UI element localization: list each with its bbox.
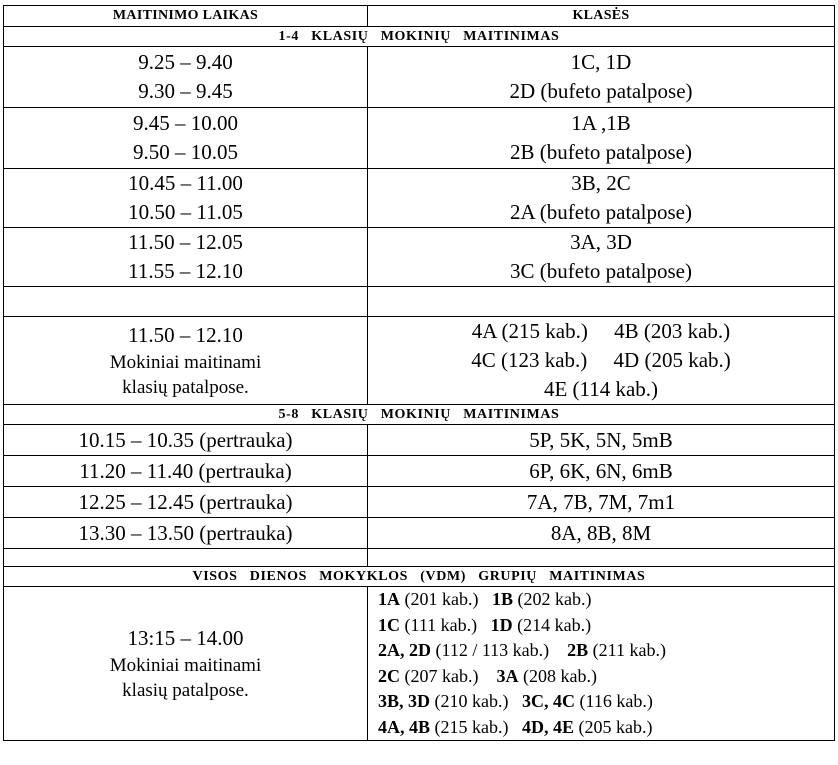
section-title-row [4, 405, 835, 425]
group-room: (208 kab.) [518, 665, 597, 686]
header-classes: KLASĖS [368, 6, 835, 27]
time-cell [4, 228, 368, 287]
vdm-group-line [378, 613, 834, 639]
vdm-group-line [378, 664, 834, 690]
group-name: 3A [496, 665, 519, 686]
empty-cell [368, 287, 835, 317]
time-cell [4, 47, 368, 108]
classes-line: 1C, 1D [570, 50, 632, 74]
table-row [4, 317, 835, 405]
table-row [4, 228, 835, 287]
classes-line: 3A, 3D [570, 230, 632, 254]
time-cell [4, 108, 368, 169]
group-room: (116 kab.) [575, 691, 653, 711]
table-row [4, 47, 835, 108]
vdm-groups-cell [368, 587, 835, 741]
time-cell: 13.30 – 13.50 (pertrauka) [4, 518, 368, 549]
group-name: 2A, 2D [378, 640, 431, 660]
vdm-group-line [378, 689, 834, 715]
empty-cell [4, 287, 368, 317]
classes-line: 1A ,1B [571, 111, 631, 135]
note-line: Mokiniai maitinami [109, 352, 262, 373]
group-name: 1A [378, 589, 400, 609]
table-row [4, 425, 835, 456]
classes-cell [368, 169, 835, 228]
classes-line: 4C (123 kab.) 4D (205 kab.) [471, 348, 731, 372]
time-cell: 11.20 – 11.40 (pertrauka) [4, 456, 368, 487]
table-header-row [4, 6, 835, 27]
classes-cell: 6P, 6K, 6N, 6mB [368, 456, 835, 487]
group-name: 1D [490, 614, 513, 635]
classes-cell [368, 317, 835, 405]
classes-line: 2B (bufeto patalpose) [510, 140, 692, 164]
time-line: 11.50 – 12.05 [128, 230, 243, 254]
classes-line: 4A (215 kab.) 4B (203 kab.) [471, 319, 731, 343]
section3-title: VISOS DIENOS MOKYKLOS (VDM) GRUPIŲ MAITINIMAS [4, 567, 835, 587]
classes-line: 2A (bufeto patalpose) [510, 200, 692, 224]
classes-line: 3C (bufeto patalpose) [510, 259, 692, 283]
classes-line: 4E (114 kab.) [543, 377, 659, 401]
time-line: 9.25 – 9.40 [138, 50, 233, 74]
section2-title: 5-8 KLASIŲ MOKINIŲ MAITINIMAS [4, 405, 835, 425]
group-room: (205 kab.) [574, 716, 653, 737]
time-line: 11.50 – 12.10 [128, 323, 243, 347]
classes-cell: 5P, 5K, 5N, 5mB [368, 425, 835, 456]
group-room: (210 kab.) [430, 691, 522, 711]
group-name: 2C [378, 665, 400, 686]
group-room: (214 kab.) [512, 614, 592, 635]
header-time: MAITINIMO LAIKAS [4, 6, 368, 27]
time-cell [4, 317, 368, 405]
classes-cell: 7A, 7B, 7M, 7m1 [368, 487, 835, 518]
vdm-group-line [378, 715, 834, 741]
group-name: 2B [567, 640, 589, 660]
table-row [4, 169, 835, 228]
classes-cell [368, 47, 835, 108]
classes-line: 3B, 2C [571, 171, 631, 195]
group-name: 1C [378, 614, 400, 635]
note-line: klasių patalpose. [122, 680, 249, 701]
group-room: (112 / 113 kab.) [431, 640, 568, 660]
empty-cell [368, 549, 835, 567]
table-row [4, 487, 835, 518]
time-cell [4, 587, 368, 741]
empty-cell [4, 549, 368, 567]
time-line: 10.45 – 11.00 [128, 171, 243, 195]
empty-row [4, 287, 835, 317]
table-row [4, 456, 835, 487]
table-row [4, 518, 835, 549]
section-title-row [4, 27, 835, 47]
group-room: (202 kab.) [513, 589, 592, 609]
time-line: 9.30 – 9.45 [138, 79, 233, 103]
group-room: (211 kab.) [588, 640, 666, 660]
group-room: (215 kab.) [430, 716, 522, 737]
time-cell: 12.25 – 12.45 (pertrauka) [4, 487, 368, 518]
vdm-group-line [378, 587, 834, 613]
empty-row [4, 549, 835, 567]
group-room: (201 kab.) [400, 589, 492, 609]
section-title-row [4, 567, 835, 587]
time-cell: 10.15 – 10.35 (pertrauka) [4, 425, 368, 456]
note-line: Mokiniai maitinami [109, 655, 262, 676]
group-name: 3C, 4C [522, 691, 575, 711]
group-name: 4A, 4B [378, 716, 431, 737]
time-line: 13:15 – 14.00 [127, 626, 244, 650]
time-line: 9.45 – 10.00 [133, 111, 238, 135]
section1-title: 1-4 KLASIŲ MOKINIŲ MAITINIMAS [4, 27, 835, 47]
group-name: 4D, 4E [522, 716, 575, 737]
classes-cell: 8A, 8B, 8M [368, 518, 835, 549]
time-line: 11.55 – 12.10 [128, 259, 243, 283]
table-row [4, 587, 835, 741]
time-line: 9.50 – 10.05 [133, 140, 238, 164]
group-name: 1B [491, 589, 513, 609]
group-room: (207 kab.) [400, 665, 497, 686]
classes-cell [368, 108, 835, 169]
note-line: klasių patalpose. [122, 377, 249, 398]
meal-schedule-table [3, 5, 835, 741]
group-name: 3B, 3D [378, 691, 431, 711]
group-room: (111 kab.) [400, 614, 491, 635]
classes-cell [368, 228, 835, 287]
classes-line: 2D (bufeto patalpose) [509, 79, 693, 103]
vdm-group-line [378, 638, 834, 664]
time-cell [4, 169, 368, 228]
time-line: 10.50 – 11.05 [128, 200, 243, 224]
table-row [4, 108, 835, 169]
